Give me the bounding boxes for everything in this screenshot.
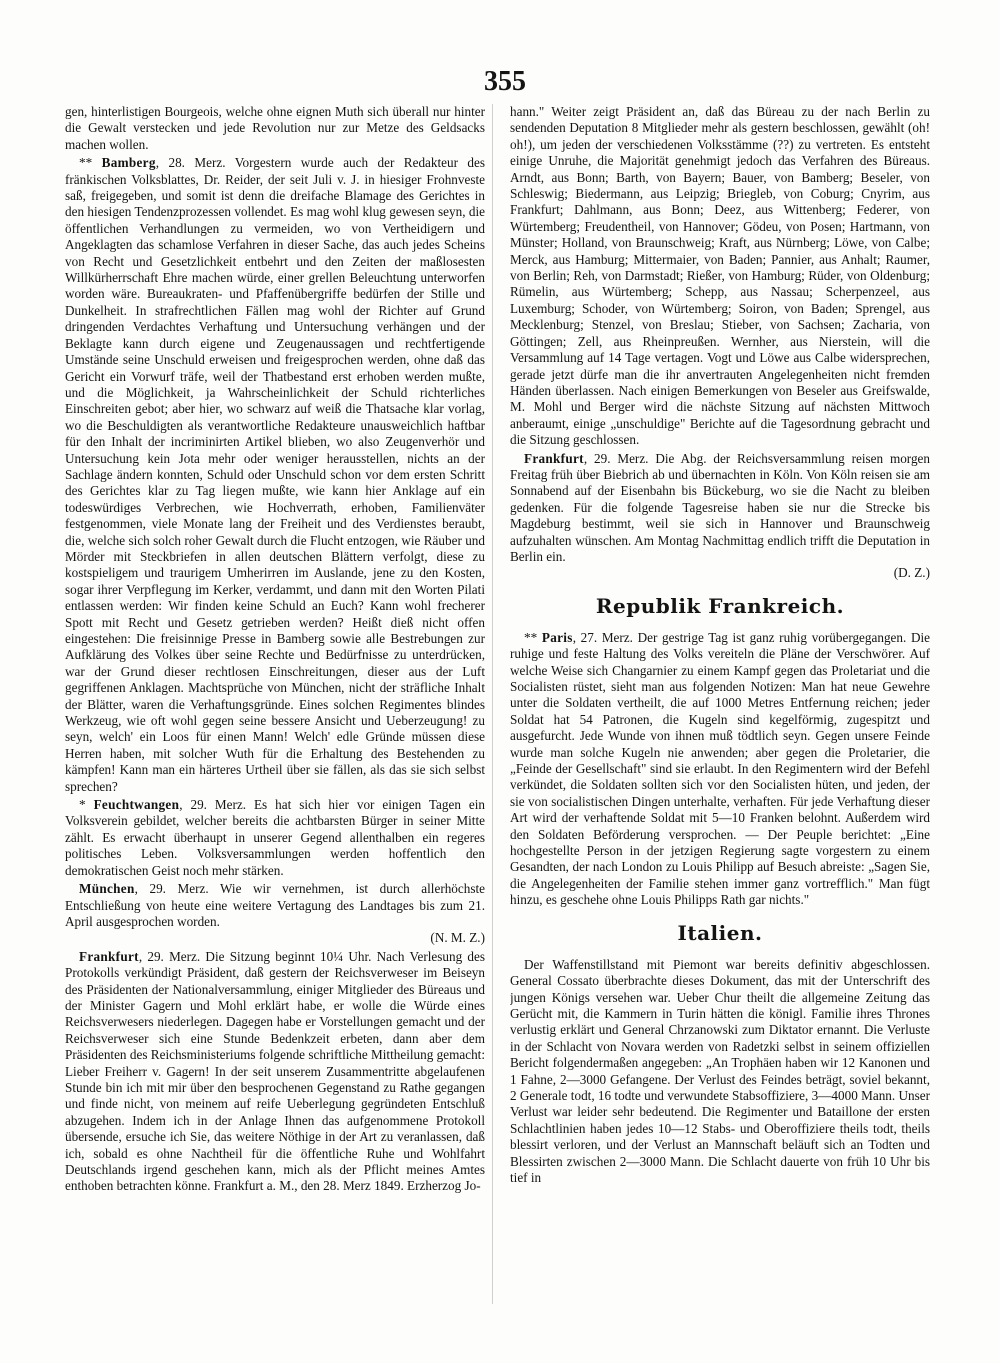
section-heading-france: Republik Frankreich.: [595, 593, 845, 618]
dateline-paris: Paris: [541, 629, 573, 645]
left-column: [65, 104, 485, 1304]
dateline-bamberg: Bamberg: [101, 155, 156, 171]
source-sign: (N. M. Z.): [430, 930, 485, 946]
article-frankfurt-2: [510, 451, 930, 582]
article-text: , 29. Merz. Die Abg. der Reichsversammlung reisen morgen Freitag früh über Biebrich ab und übernachten in Köln. Von Köln reisen sie am Sonnabend auf der Eisenbahn bis Bückeburg, wo sie die Nacht zu bleiben gedenken. Für die folgende Tagesreise haben sie nur die Strecke bis Magdeburg bestimmt, weil sie sich in Hannover und Braunschweig aufzuhalten wünschen. Am Montag Nachmittag endlich trifft die Deputation in Berlin ein.: [510, 450, 930, 564]
article-text: , 29. Merz. Wie wir vernehmen, ist durch allerhöchste Entschließung von heute eine weitere Vertagung des Landtages bis zum 21. April ausgesprochen worden.: [65, 881, 485, 929]
right-column: [510, 104, 930, 1304]
article-text: , 27. Merz. Der gestrige Tag ist ganz ruhig vorübergegangen. Die ruhige und feste Haltung des Volks vereiteln die Pläne der Verschwörer. Auf welche Weise sich Changarnier zu einem Kampf gegen das Proletariat und die Socialisten rüstet, sieht man aus folgenden Notizen: Man hat neue Gewehre unter die Soldaten vertheilt, die auf 1000 Metres Entfernung reichen; jeder Soldat hat 54 Patronen, die Kugeln sind kegelförmig, zugespitzt und ausgefurcht. Jede Wunde von ihnen muß tödtlich seyn. Gegen unsere Feinde wurde man solche Kugeln nie anwenden; aber gegen die Proletarier, die „Feinde der Gesellschaft" sind sie erlaubt. In den Regimentern wird der Befehl verkündet, die Soldaten sollten sich vor den Socialisten hüten, und jeden, der sie von socialistischen Dingen unterhalte, verhaften. Für jede Verhaftung dieser Art wird der verhaftende Soldat mit 5—10 Franken belohnt. Außerdem wird den Soldaten Beförderung versprochen. — Der Peuple berichtet: „Eine hochgestellte Person in der jetzigen Regierung sagte vorgestern zu einem Gesandten, der nach London zu Louis Philipp auf Besuch abreiste: „Sagen Sie, die Angelegenheiten der Familie stehen immer ganz vortrefflich." Man fügt hinzu, es geschehe ohne Louis Philipps Rath gar nichts.": [510, 629, 930, 908]
article-bamberg: [65, 155, 485, 795]
article-text: , 29. Merz. Die Sitzung beginnt 10¼ Uhr. Nach Verlesung des Protokolls verkündigt Präsident, daß gestern der Reichsverweser im Beiseyn des Präsidenten der Nationalversammlung, einiger Mitglieder des Büreaus und der Minister Gagern und Mohl erklärt habe, er wolle die Würde eines Reichsverwesers niederlegen. Dagegen habe er Vorstellungen gemacht und der Reichsverweser sich eine Stunde Bedenkzeit erbeten, dann aber dem Präsidenten des Reichsministeriums folgende schriftliche Mittheilung gemacht: Lieber Freiherr v. Gagern! In der seit unserem Zusammentritte abgelaufenen Stunde bin ich mit mir über den besprochenen Gegenstand zu Rathe gegangen und finde nicht, von meinem auf reife Ueberlegung gegründeten Entschluß abzugehen. Indem ich in der Anlage Ihnen das aufgenommene Protokoll übersende, ersuche ich Sie, das weitere Nöthige in der Art zu veranlassen, daß ich, sobald es ohne Nachtheil für die öffentliche Ruhe und Wohlfahrt Deutschlands irgend geschehen kann, mich als der Pflicht meines Amtes enthoben betrachten könne. Frankfurt a. M., den 28. Merz 1849. Erzherzog Jo-: [65, 948, 485, 1194]
article-italy: Der Waffenstillstand mit Piemont war bereits definitiv abgeschlossen. General Cossato überbrachte dieses Dokument, das mit der Unterschrift des jungen Königs versehen war. Ueber Chur theilt die allgemeine Zeitung das Gerücht mit, die Kammern in Turin hätten die königl. Familie ihres Thrones verlustig erklärt und General Chrzanowski zum Diktator ernannt. Die Verluste in der Schlacht von Novara werden von Radetzki selbst in seinem offiziellen Bericht folgendermaßen angegeben: „An Trophäen haben wir 12 Kanonen und 1 Fahne, 2—3000 Gefangene. Der Verlust des Feindes beträgt, soviel bekannt, 2 Generale todt, 16 todte und verwundete Stabsoffiziere, 3—4000 Mann. Unser Verlust war leider sehr bedeutend. Die Regimenter und Bataillone der ersten Schlachtlinien haben jedes 10—12 Stabs- und Oberoffiziere theils todt, theils blessirt verloren, und der Verlust an Mannschaft beläuft sich an Todten und Blessirten zwischen 2—3000 Mann. Die Schlacht dauerte von früh 10 Uhr bis tief in: [510, 956, 930, 1185]
article-paris: [510, 630, 930, 909]
section-heading-italy: Italien.: [677, 920, 763, 945]
article-marker: **: [79, 155, 93, 171]
article-frankfurt: [65, 949, 485, 1195]
dateline-frankfurt: Frankfurt: [79, 948, 139, 964]
article-text: , 29. Merz. Es hat sich hier vor einigen Tagen ein Volksverein gebildet, welcher bereits die achtbarsten Bürger in seiner Mitte zählt. Es erwacht überhaupt in unserer Gegend allenthalben ein regeres politisches Leben. Volksversammlungen werden hoffentlich den demokratischen Geist noch mehr stärken.: [65, 797, 485, 878]
column-divider: [492, 104, 493, 1304]
article-marker: **: [524, 629, 538, 645]
dateline-muenchen: München: [79, 881, 135, 897]
article-muenchen: [65, 881, 485, 947]
article-feuchtwangen: [65, 797, 485, 879]
article-continuation: hann." Weiter zeigt Präsident an, daß das Büreau zu der nach Berlin zu sendenden Deputation 8 Mitglieder mehr als gestern beschlossen, gewählt (oh! oh!), um jeden der verschiedenen Volksstämme (??) zu vertreten. Es entsteht einige Unruhe, die Majorität genehmigt jedoch das Verfahren des Büreaus. Arndt, aus Bonn; Barth, von Bayern; Bauer, von Bamberg; Beseler, von Schleswig; Biedermann, aus Leipzig; Briegleb, von Coburg; Cnyrim, aus Frankfurt; Dahlmann, aus Bonn; Deez, aus Wittenberg; Federer, von Würtemberg; Freudentheil, von Hannover; Gödeu, von Posen; Hartmann, von Münster; Holland, von Braunschweig; Kraft, aus Nürnberg; Löwe, von Calbe; Merck, aus Hamburg; Mittermaier, von Baden; Pannier, aus Anhalt; Raumer, von Berlin; Reh, von Darmstadt; Rießer, von Hamburg; Rüder, von Oldenburg; Rümelin, aus Würtemberg; Schepp, aus Nassau; Scherpenzeel, aus Luxemburg; Schoder, von Würtemberg; Soiron, von Baden; Sprengel, aus Mecklenburg; Stenzel, von Breslau; Stieber, von Sachsen; Zacharia, von Göttingen; Zell, aus Rheinpreußen. Wernher, aus Nierstein, will die Versammlung auf 14 Tage vertagen. Vogt und Löwe aus Calbe widersprechen, gerade jetzt dürfe man die ihr anvertrauten Angelegenheiten nicht fremden Händen überlassen. Nach einigen Bemerkungen von Beseler aus Greifswalde, M. Mohl und Berger wird die nächste Sitzung auf nächsten Mittwoch anberaumt, einige „unschuldige" Berichte auf die Tagesordnung gebracht und die Sitzung geschlossen.: [510, 104, 930, 448]
dateline-frankfurt: Frankfurt: [524, 450, 584, 466]
article-marker: *: [79, 797, 86, 813]
dateline-feuchtwangen: Feuchtwangen: [93, 797, 180, 813]
source-sign: (D. Z.): [893, 565, 930, 581]
article-text: , 28. Merz. Vorgestern wurde auch der Redakteur des fränkischen Volksblattes, Dr. Reider, der seit Juli v. J. in hiesiger Frohnveste saß, freigegeben, und somit ist denn die dreifache Blamage des Gerichtes in den hiesigen Tendenzprozessen vollendet. Es mag wohl klug gewesen seyn, die öffentlichen Verhandlungen zu vermeiden, wo von Vertheidigern und Angeklagten das schamlose Verfahren in dieser Sache, das auch jedes Scheins von Recht und Gesetzlichkeit entbehrt und den Zeiten der maßlosesten Willkürherrschaft Ehre machen würde, einer grellen Beleuchtung unterworfen worden wäre. Bureaukraten- und Pfaffenübergriffe bedürfen der Stille und Dunkelheit. In strafrechtlichen Fällen mag wohl der Richter auf Grund dringenden Verdachtes Verhaftung und Untersuchung verhängen und der Beklagte kann durch eigene und Zeugenaussagen und rechtfertigende Umstände seine Unschuld erweisen und freigesprochen werden, ohne daß das Gericht ein Vorwurf träfe, weil der Thatbestand erst erhoben werden mußte, und die Möglichkeit, ja Wahrscheinlichkeit der Schuld richterliches Einschreiten gebot; aber hier, wo schwarz auf weiß die Thatsache klar vorlag, wo die Beschuldigten als verantwortliche Redakteure unausweichlich haftbar für den Inhalt der incriminirten Artikel blieben, wo also Zeugenverhör und Untersuchung kein Jota mehr oder weniger herausstellen, nichts an der Sachlage ändern konnten, Schuld oder Unschuld schon vor dem ersten Schritt des Gerichtes klar zu Tag liegen mußte, wie kann hier Anklage auf ein todeswürdiges Verbrechen, wie Hochverrath, erhoben, Familienväter festgenommen, viele Monate lang der Freiheit und des Verdienstes beraubt, die, welche sich solch roher Gewalt durch die Flucht entzogen, wie Räuber und Mörder mit Steckbriefen in allen deutschen Blättern verfolgt, diese zu kostspieligem und traurigem Umherirren im Auslande, jene zu den Kosten, sogar ihrer Verpflegung im Kerker, verdammt, und dann mit den Worten Pilati entlassen werden: Wir finden keine Schuld an Euch? Kann wohl frecherer Spott mit Recht und Gesetz getrieben werden? Heißt dieß nicht offen eingestehen: Die freisinnige Presse in Bamberg sowie alle Bestrebungen zur Aufklärung des Volkes über seine Rechte und Bedürfnisse zu unterdrücken, war der Grund dieser rechtlosen Einschreitungen, dieser aus der Luft gegriffenen Anklagen. Machtsprüche von München, nicht der sträfliche Inhalt der Blätter, waren die Verhaftungsgründe. Eines solchen Regimentes blindes Werkzeug, wie oft wohl gegen seine bessere Ansicht und Ueberzeugung! zu seyn, welch' ein Loos für einen Mann! Welch' edle Gründe müssen diese Herren haben, mit solcher Wuth für die Erhaltung des Bestehenden zu kämpfen! Kann man ein härteres Urtheil über sie fällen, als das sie sich selbst sprechen?: [65, 155, 485, 794]
article-continuation: gen, hinterlistigen Bourgeois, welche ohne eignen Muth sich überall nur hinter die Gewalt verstecken und jede Revolution nur zur Metze des Geldsacks machen wollen.: [65, 104, 485, 152]
page-number: 355: [484, 66, 526, 97]
